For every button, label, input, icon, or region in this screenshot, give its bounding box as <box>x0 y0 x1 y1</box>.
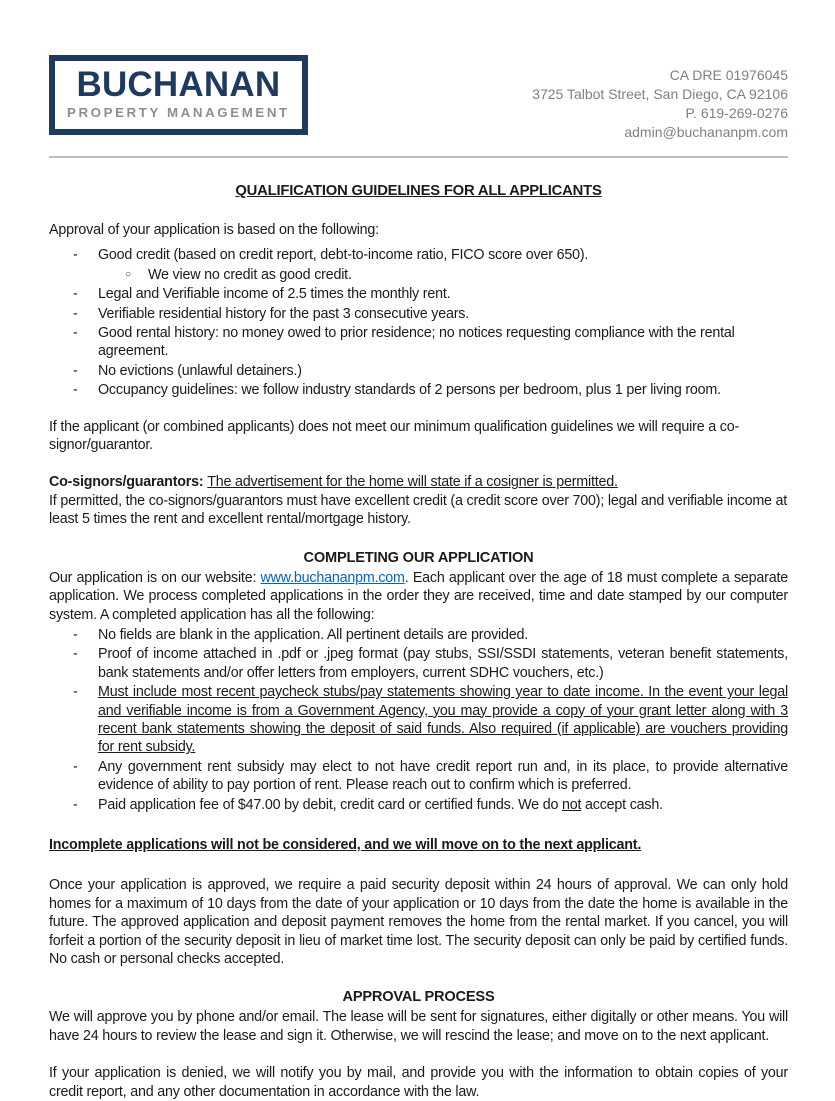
qualifications-list <box>49 246 788 399</box>
cosigner-requirement-note: If the applicant (or combined applicants) does not meet our minimum qualification guidelines we will require a co-signor/guarantor. <box>49 418 740 454</box>
list-item-text: Good credit (based on credit report, debt-to-income ratio, FICO score over 650). <box>98 247 589 264</box>
qualifications-intro: Approval of your application is based on the following: <box>49 222 379 238</box>
list-item-text: Proof of income attached in .pdf or .jpeg format (pay stubs, SSI/SSDI statements, veteran benefit statements, bank statements and/or offer letters from employers, current SDHC vouchers, etc.) <box>98 646 788 681</box>
list-item-text-underlined: Must include most recent paycheck stubs/pay statements showing year to date income. In the event your legal and verifiable income is from a Government Agency, you may provide a copy of your grant letter along with 3 recent bank statements showing the deposit of said funds. Also required (if applicable) are vouchers providing for rent subsidy. <box>98 684 788 756</box>
cosigners-advertisement-note: The advertisement for the home will state if a cosigner is permitted. <box>207 474 618 491</box>
dash-bullet-icon: - <box>73 758 78 775</box>
list-subitem <box>49 266 788 284</box>
logo-tagline: PROPERTY MANAGEMENT <box>67 104 290 120</box>
list-item <box>49 324 788 361</box>
dash-bullet-icon: - <box>73 646 78 663</box>
deposit-policy-paragraph: Once your application is approved, we require a paid security deposit within 24 hours of approval. We can only hold homes for a maximum of 10 days from the date of your application or 10 days from the date the home is available in the future. The approved application and deposit payment removes the home from the rental market. If you cancel, you will forfeit a portion of the security deposit in lieu of market time lost. The security deposit can only be paid by certified funds. No cash or personal checks accepted. <box>49 877 788 967</box>
list-item-text: Occupancy guidelines: we follow industry standards of 2 persons per bedroom, plus 1 per living room. <box>98 382 721 399</box>
fee-after: accept cash. <box>581 796 663 813</box>
completing-intro <box>49 569 788 624</box>
list-item <box>49 645 788 682</box>
list-item <box>49 796 788 814</box>
completing-list <box>49 626 788 814</box>
completing-application-heading: COMPLETING OUR APPLICATION <box>303 549 534 566</box>
dash-bullet-icon: - <box>73 362 78 379</box>
list-item <box>49 626 788 644</box>
incomplete-applications-warning: Incomplete applications will not be considered, and we will move on to the next applicant. <box>49 836 642 853</box>
list-subitem-text: We view no credit as good credit. <box>148 266 352 283</box>
list-item-text: No evictions (unlawful detainers.) <box>98 362 302 379</box>
circle-bullet-icon: ○ <box>125 268 131 280</box>
list-item <box>49 381 788 399</box>
list-item-text: No fields are blank in the application. All pertinent details are provided. <box>98 626 529 643</box>
list-item-text: Good rental history: no money owed to prior residence; no notices requesting compliance with the rental agreement. <box>98 325 735 360</box>
list-item-text: Legal and Verifiable income of 2.5 times the monthly rent. <box>98 286 451 303</box>
list-item <box>49 758 788 795</box>
contact-info-block <box>532 55 788 142</box>
contact-dre-number: CA DRE 01976045 <box>669 67 788 83</box>
list-item <box>49 246 788 264</box>
application-fee-text <box>98 796 788 814</box>
dash-bullet-icon: - <box>73 286 78 303</box>
list-item-text: Verifiable residential history for the past 3 consecutive years. <box>98 305 470 322</box>
contact-address: 3725 Talbot Street, San Diego, CA 92106 <box>532 86 788 102</box>
completing-intro-before-link: Our application is on our website: <box>49 569 261 586</box>
completing-intro-after-link: . Each applicant over the age of 18 must complete a separate application. We process completed applications in the order they are received, time and date stamped by our computer system. A completed application has all the following: <box>49 569 788 623</box>
list-item-text: Any government rent subsidy may elect to not have credit report run and, in its place, to provide alternative evidence of ability to pay portion of rent. Please reach out to confirm which is preferred. <box>98 758 788 794</box>
dash-bullet-icon: - <box>73 325 78 342</box>
dash-bullet-icon: - <box>73 796 78 813</box>
document-title: QUALIFICATION GUIDELINES FOR ALL APPLICANTS <box>235 183 602 199</box>
list-item <box>49 362 788 380</box>
logo-company-name: BUCHANAN <box>76 65 281 104</box>
dash-bullet-icon: - <box>73 305 78 322</box>
dash-bullet-icon: - <box>73 684 78 701</box>
cosigners-details: If permitted, the co-signors/guarantors must have excellent credit (a credit score over 700); legal and verifiable income at least 5 times the rent and excellent rental/mortgage history. <box>49 492 788 528</box>
dash-bullet-icon: - <box>73 382 78 399</box>
letterhead <box>49 55 788 142</box>
cosigners-paragraph <box>49 473 788 528</box>
list-item <box>49 683 788 757</box>
contact-phone: P. 619-269-0276 <box>685 105 788 121</box>
list-item <box>49 305 788 323</box>
fee-not-underlined: not <box>561 796 582 813</box>
approval-process-heading: APPROVAL PROCESS <box>342 989 495 1006</box>
approval-process-paragraph: We will approve you by phone and/or email. The lease will be sent for signatures, either digitally or other means. You will have 24 hours to review the lease and sign it. Otherwise, we will rescind the lease; and move on to the next applicant. <box>49 1009 788 1044</box>
list-item <box>49 285 788 303</box>
fee-before: Paid application fee of $47.00 by debit, credit card or certified funds. We do <box>98 796 562 813</box>
dash-bullet-icon: - <box>73 626 78 643</box>
contact-email: admin@buchananpm.com <box>624 124 788 140</box>
dash-bullet-icon: - <box>73 247 78 264</box>
header-divider <box>49 156 788 158</box>
denial-notification-paragraph: If your application is denied, we will notify you by mail, and provide you with the information to obtain copies of your credit report, and any other documentation in accordance with the law. <box>49 1065 788 1100</box>
buchanan-logo <box>49 55 308 135</box>
website-link[interactable]: www.buchananpm.com <box>260 569 405 586</box>
cosigners-label: Co-signors/guarantors: <box>49 474 208 491</box>
